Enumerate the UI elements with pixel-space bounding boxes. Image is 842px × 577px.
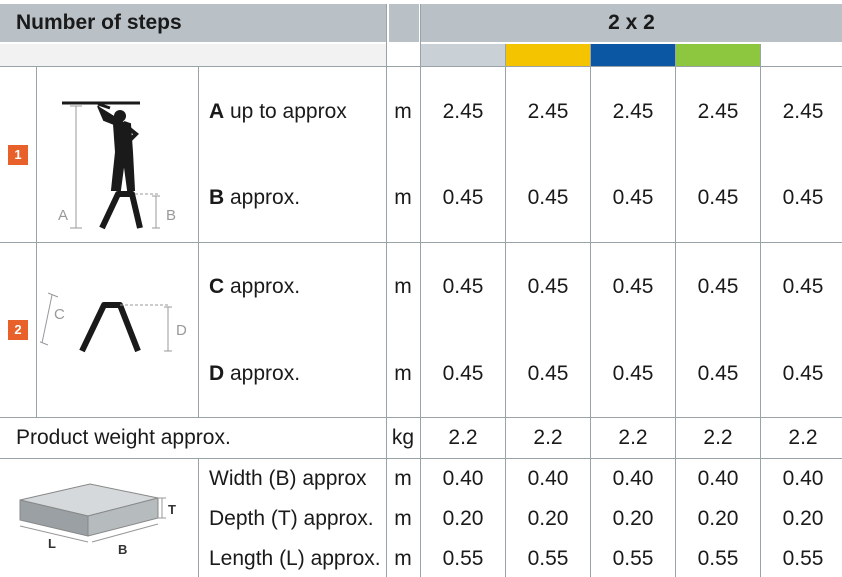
unit-a: m <box>394 100 412 123</box>
value-d-4: 0.45 <box>697 362 739 385</box>
header-spacer-cell <box>389 4 419 42</box>
letter-C: C <box>54 306 65 323</box>
value-a-2: 2.45 <box>527 100 569 123</box>
header-title: Number of steps <box>16 11 182 34</box>
value-weight-4: 2.2 <box>703 426 733 449</box>
value-d-3: 0.45 <box>612 362 654 385</box>
value-length-2: 0.55 <box>527 547 569 570</box>
ladder-folded-diagram <box>40 285 195 365</box>
unit-c: m <box>394 275 412 298</box>
value-weight-2: 2.2 <box>533 426 563 449</box>
value-d-1: 0.45 <box>442 362 484 385</box>
unit-width: m <box>394 467 412 490</box>
value-depth-4: 0.20 <box>697 507 739 530</box>
badge-1: 1 <box>8 145 28 165</box>
label-weight: Product weight approx. <box>16 426 231 449</box>
value-a-4: 2.45 <box>697 100 739 123</box>
label-depth: Depth (T) approx. <box>209 507 374 530</box>
value-c-2: 0.45 <box>527 275 569 298</box>
value-width-3: 0.40 <box>612 467 654 490</box>
value-depth-1: 0.20 <box>442 507 484 530</box>
unit-length: m <box>394 547 412 570</box>
label-b: B approx. <box>209 186 301 209</box>
value-depth-5: 0.20 <box>782 507 824 530</box>
value-width-5: 0.40 <box>782 467 824 490</box>
letter-L: L <box>48 536 56 551</box>
value-d-5: 0.45 <box>782 362 824 385</box>
value-weight-5: 2.2 <box>788 426 818 449</box>
letter-B: B <box>166 207 177 224</box>
value-depth-2: 0.20 <box>527 507 569 530</box>
badge-2: 2 <box>8 320 28 340</box>
value-width-4: 0.40 <box>697 467 739 490</box>
value-b-4: 0.45 <box>697 186 739 209</box>
label-a: A up to approx <box>209 100 347 123</box>
letter-B-box: B <box>118 542 128 557</box>
unit-weight: kg <box>391 426 415 449</box>
label-length: Length (L) approx. <box>209 547 381 570</box>
value-c-5: 0.45 <box>782 275 824 298</box>
value-weight-3: 2.2 <box>618 426 648 449</box>
value-width-2: 0.40 <box>527 467 569 490</box>
swatch-green <box>676 44 760 66</box>
label-width: Width (B) approx <box>209 467 367 490</box>
value-a-1: 2.45 <box>442 100 484 123</box>
letter-D: D <box>176 322 187 339</box>
letter-A: A <box>58 207 69 224</box>
header-model: 2 x 2 <box>608 11 655 34</box>
unit-b: m <box>394 186 412 209</box>
value-length-5: 0.55 <box>782 547 824 570</box>
label-d: D approx. <box>209 362 301 385</box>
value-b-1: 0.45 <box>442 186 484 209</box>
swatch-grey <box>421 44 505 66</box>
value-c-4: 0.45 <box>697 275 739 298</box>
value-b-5: 0.45 <box>782 186 824 209</box>
value-c-3: 0.45 <box>612 275 654 298</box>
value-length-3: 0.55 <box>612 547 654 570</box>
unit-d: m <box>394 362 412 385</box>
value-width-1: 0.40 <box>442 467 484 490</box>
value-depth-3: 0.20 <box>612 507 654 530</box>
value-a-3: 2.45 <box>612 100 654 123</box>
value-length-4: 0.55 <box>697 547 739 570</box>
value-weight-1: 2.2 <box>448 426 478 449</box>
package-dimensions-diagram <box>10 470 195 570</box>
label-c: C approx. <box>209 275 301 298</box>
value-a-5: 2.45 <box>782 100 824 123</box>
swatch-blue <box>591 44 675 66</box>
value-b-2: 0.45 <box>527 186 569 209</box>
header-spacer-left <box>0 44 386 66</box>
value-length-1: 0.55 <box>442 547 484 570</box>
value-c-1: 0.45 <box>442 275 484 298</box>
swatch-yellow <box>506 44 590 66</box>
unit-depth: m <box>394 507 412 530</box>
value-b-3: 0.45 <box>612 186 654 209</box>
ladder-height-diagram <box>40 90 190 235</box>
letter-T: T <box>168 502 176 517</box>
value-d-2: 0.45 <box>527 362 569 385</box>
